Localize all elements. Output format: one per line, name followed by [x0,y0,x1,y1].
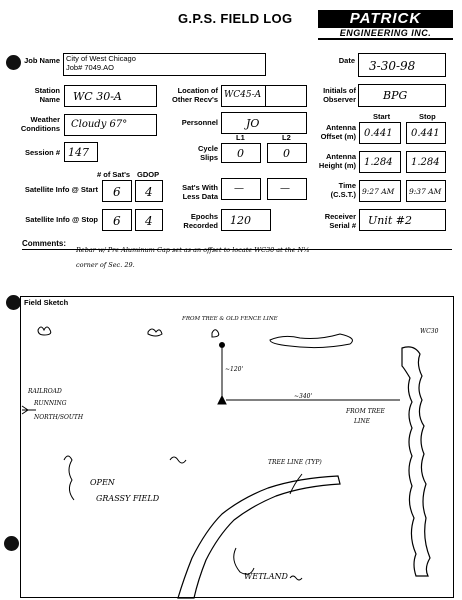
less-data-l2: — [280,183,290,194]
antenna-start-header: Start [373,112,391,121]
weather-label-line1: Weather [30,115,60,124]
receiver-label-line2: Serial # [329,221,356,230]
session-value: 147 [68,146,89,159]
cycle-l2-value: 0 [283,147,290,160]
wetland-squiggle-2 [290,576,302,580]
height-label-line2: Height (m) [318,161,356,170]
location-value: WC45-A [224,90,262,100]
shrub-1 [38,327,51,335]
open-field-2: GRASSY FIELD [96,494,160,503]
personnel-label: Personnel [181,118,218,127]
logo-bottom: ENGINEERING INC. [318,28,453,40]
station-label-line1: Station [34,86,60,95]
field-sketch-label: Field Sketch [24,298,69,307]
height-label-line1: Antenna [326,152,356,161]
railroad-3: NORTH/SOUTH [34,414,84,421]
field-squiggle-2 [170,457,186,463]
control-point-marker [220,343,225,348]
shrub-2 [148,329,162,336]
cycle-label-line1: Cycle [197,144,218,153]
date-value: 3-30-98 [369,59,416,73]
receiver-value: Unit #2 [368,214,413,227]
offset-stop-value: 0.441 [411,128,440,139]
field-squiggle-1 [64,456,74,500]
from-tree-line-1: FROM TREE [346,408,385,415]
cycle-l1-header: L1 [236,133,245,142]
comment-line1: Rebar w/ Pre Aluminum Cap set as an offset to locate WC30 at the N¼ [76,246,310,254]
sat-start-gdop: 4 [145,185,153,199]
time-stop-value: 9:37 AM [409,187,442,196]
station-name-value: WC 30-A [73,90,122,103]
cycle-l1-value: 0 [237,147,244,160]
from-tree-note: FROM TREE & OLD FENCE LINE [182,316,278,322]
offset-label-line2: Offset (m) [320,132,356,141]
sat-count-header: # of Sat's [97,170,131,179]
station-label-line2: Name [39,95,60,104]
wc30-label: WC30 [420,328,439,335]
wetland-label: WETLAND [244,572,288,581]
railroad-1: RAILROAD [28,388,62,395]
time-start-value: 9:27 AM [362,187,395,196]
treeline-leader [290,474,302,494]
epochs-value: 120 [230,214,251,227]
less-data-line1: Sat's With [182,183,218,192]
from-tree-line-2: LINE [354,418,370,425]
sat-stop-label: Satellite Info @ Stop [25,215,98,224]
east-tree-line [402,347,430,576]
location-label-line2: Other Recv's [172,95,218,104]
gdop-header: GDOP [137,170,160,179]
epochs-label-line2: Recorded [183,221,218,230]
less-data-line2: Less Data [182,192,218,201]
offset-start-value: 0.441 [364,128,393,139]
control-triangle [218,396,226,404]
job-name-line1: City of West Chicago [66,54,136,63]
cycle-l2-header: L2 [282,133,291,142]
sat-stop-count: 6 [113,214,121,228]
personnel-value: JO [246,117,260,130]
sat-stop-gdop: 4 [145,214,153,228]
epochs-label-line1: Epochs [190,212,218,221]
shrub-4 [270,334,352,348]
dimension-120: ~120' [225,366,244,373]
offset-label-line1: Antenna [326,123,356,132]
time-label-line1: Time [338,181,356,190]
date-label: Date [338,56,355,65]
logo-top: PATRICK [318,10,453,28]
weather-value: Cloudy 67° [71,119,128,130]
height-start-value: 1.284 [364,157,393,168]
job-name-label: Job Name [24,56,60,65]
observer-label-line2: Observer [323,95,356,104]
cycle-label-line2: Slips [200,153,218,162]
session-label: Session # [24,148,60,157]
observer-label-line1: Initials of [323,86,356,95]
railroad-2: RUNNING [34,400,67,407]
antenna-stop-header: Stop [419,112,436,121]
receiver-label-line1: Receiver [324,212,356,221]
height-stop-value: 1.284 [411,157,440,168]
sat-start-count: 6 [113,185,121,199]
sat-start-label: Satellite Info @ Start [24,185,98,194]
shrub-3 [212,330,219,337]
comment-line2: corner of Sec. 29. [76,261,135,269]
dimension-340: ~340' [294,393,313,400]
tree-line-label: TREE LINE (TYP) [268,459,322,466]
open-field-1: OPEN [90,478,115,487]
comments-label: Comments: [22,239,67,248]
observer-value: BPG [383,89,408,102]
time-label-line2: (C.S.T.) [330,190,356,199]
form-title: G.P.S. FIELD LOG [178,11,293,26]
weather-label-line2: Conditions [20,124,60,133]
less-data-l1: — [234,183,244,194]
location-label-line1: Location of [177,86,218,95]
wetland-squiggle [234,548,254,574]
job-number-line2: Job# 7049.AO [66,63,114,72]
